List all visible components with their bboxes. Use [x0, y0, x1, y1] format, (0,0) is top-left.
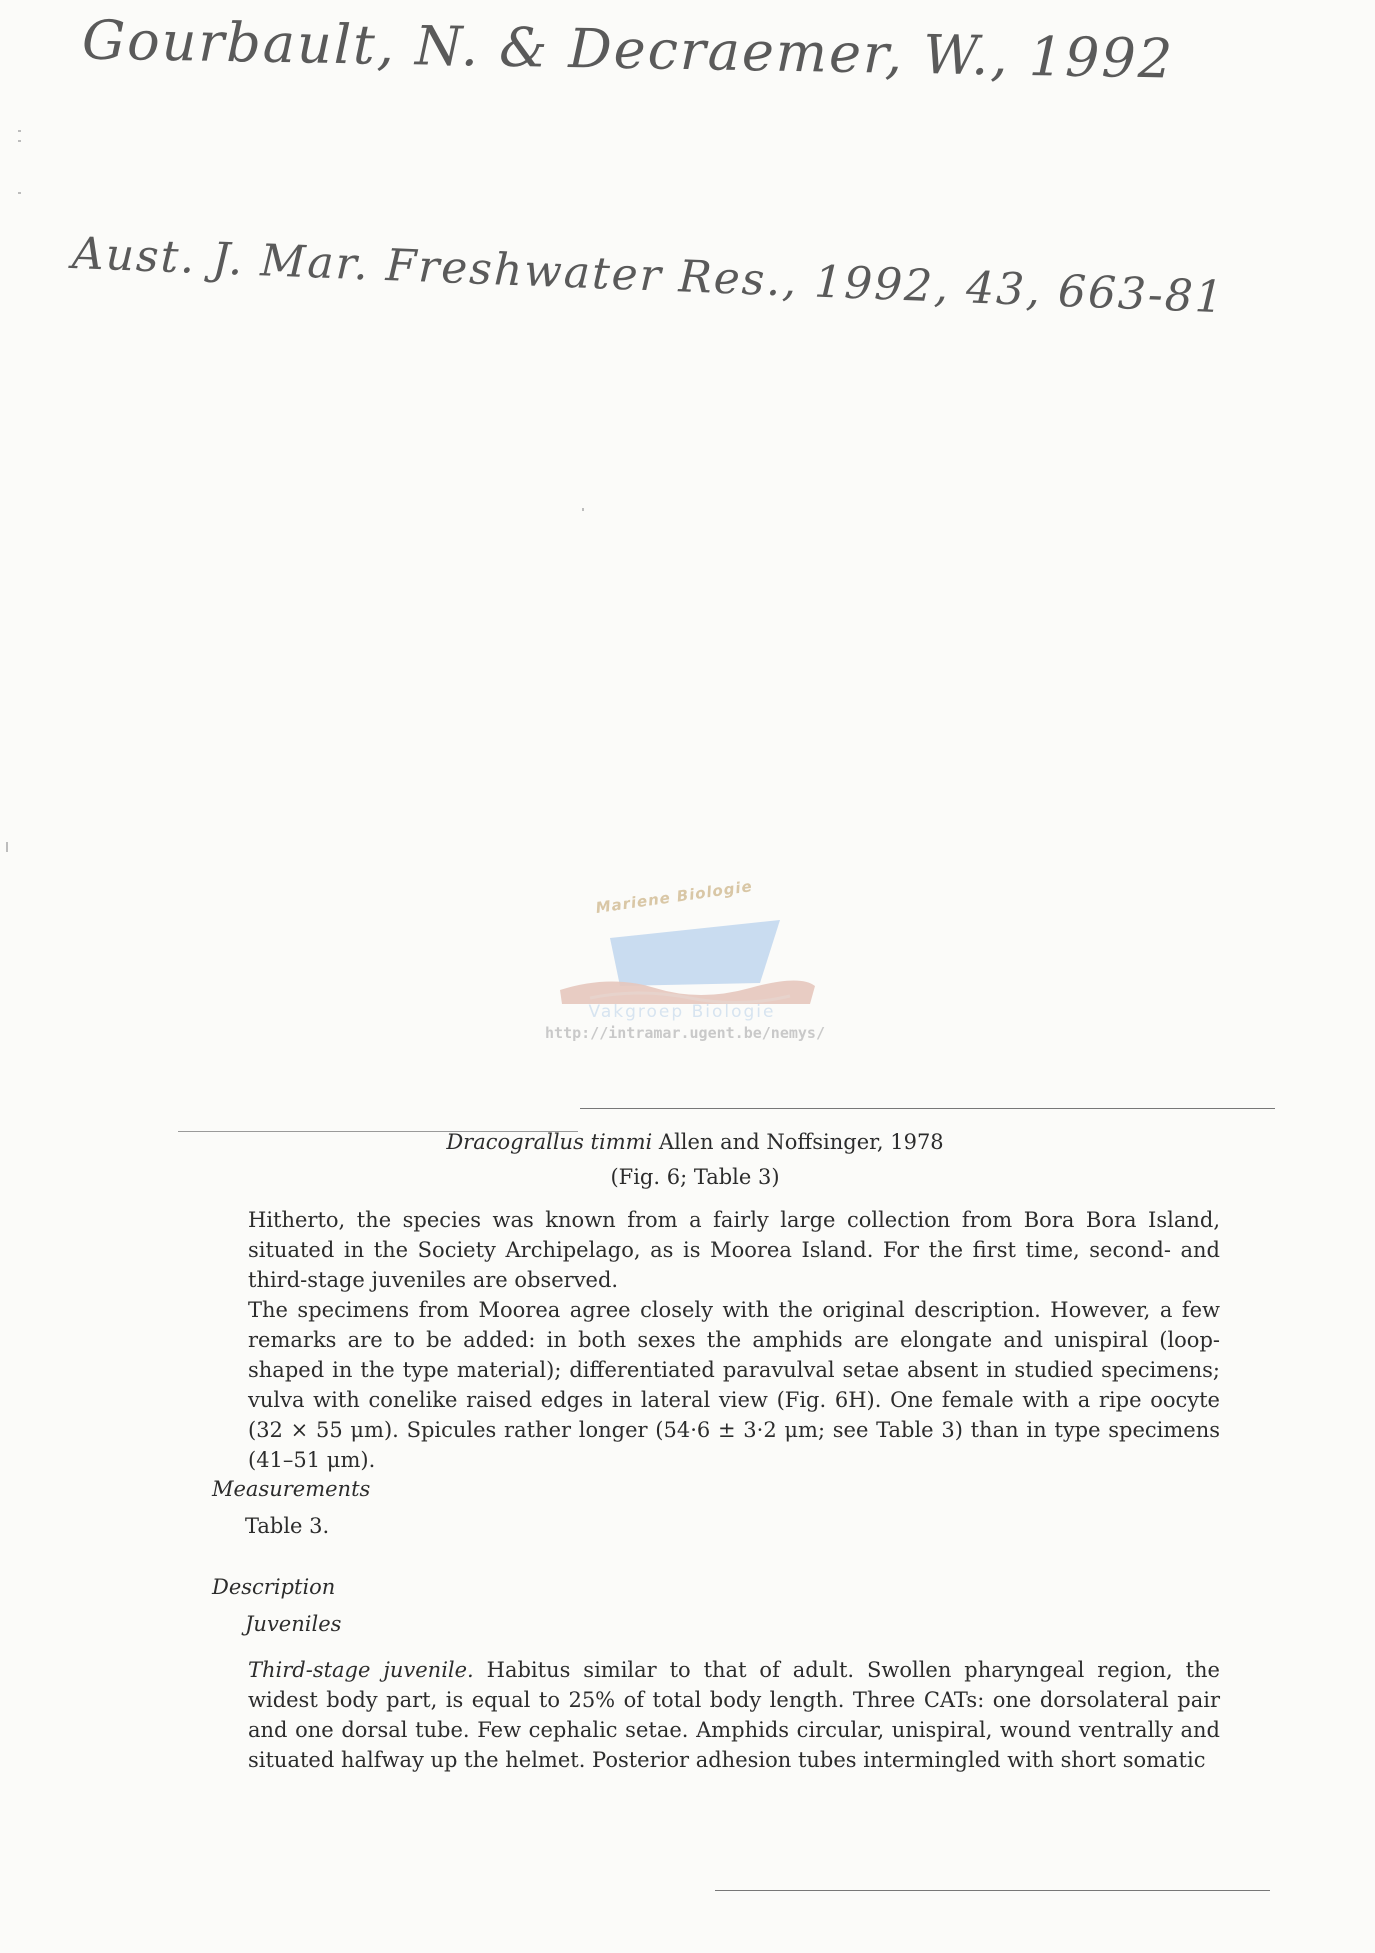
scan-speck — [18, 130, 21, 132]
handwritten-journal-note: Aust. J. Mar. Freshwater Res., 1992, 43, 663-81 — [71, 228, 1226, 324]
paragraph-body: Habitus similar to that of adult. Swollen pharyngeal region, the widest body part, is equal to 25% of total body length. Three CATs: one dorsolateral pair and one dorsal tube. Few cephalic setae. Amphids circular, unispiral, wound ventrally and situated halfway up the helmet. Posterior adhesion tubes intermingled with short somatic — [248, 1658, 1220, 1772]
handwritten-author-note: Gourbault, N. & Decraemer, W., 1992 — [81, 8, 1175, 91]
description-heading: Description — [212, 1575, 336, 1599]
species-authority: Allen and Noffsinger, 1978 — [652, 1130, 944, 1154]
paragraph-text — [212, 1655, 1220, 1775]
paragraph-lead: Third-stage juvenile. — [248, 1658, 474, 1682]
paragraph-intro — [212, 1205, 1220, 1295]
species-heading — [170, 1130, 1220, 1154]
paragraph-text: Hitherto, the species was known from a fairly large collection from Bora Bora Island, situated in the Society Archipelago, as is Moorea Island. For the first time, second- and third-stage juveniles are observed. — [248, 1208, 1220, 1292]
watermark-ship-icon — [550, 908, 820, 1008]
paragraph-remarks — [212, 1295, 1220, 1475]
scan-speck — [18, 192, 21, 194]
measurements-heading: Measurements — [212, 1477, 371, 1501]
bottom-rule — [715, 1890, 1270, 1891]
species-name: Dracograllus timmi — [446, 1130, 653, 1154]
juveniles-heading: Juveniles — [245, 1612, 342, 1636]
figure-reference: (Fig. 6; Table 3) — [610, 1165, 780, 1189]
paragraph-text: The specimens from Moorea agree closely with the original description. However, a few remarks are to be added: in both sexes the amphids are elongate and unispiral (loop-shaped in the type material); differentiated paravulval setae absent in studied specimens; vulva with conelike raised edges in lateral view (Fig. 6H). One female with a ripe oocyte (32 × 55 μm). Spicules rather longer (54·6 ± 3·2 μm; see Table 3) than in type specimens (41–51 μm). — [248, 1298, 1220, 1472]
scan-speck — [582, 508, 584, 511]
watermark — [510, 877, 870, 1058]
watermark-arc-text: Mariene Biologie — [594, 877, 754, 917]
paragraph-third-stage-juvenile — [212, 1655, 1220, 1775]
watermark-url: http://intramar.ugent.be/nemys/ — [545, 1024, 825, 1042]
scan-speck — [6, 842, 8, 852]
watermark-group-text: Vakgroep Biologie — [588, 1002, 776, 1022]
scan-speck — [18, 140, 21, 142]
measurements-body: Table 3. — [245, 1514, 330, 1538]
top-rule-right — [580, 1108, 1275, 1109]
